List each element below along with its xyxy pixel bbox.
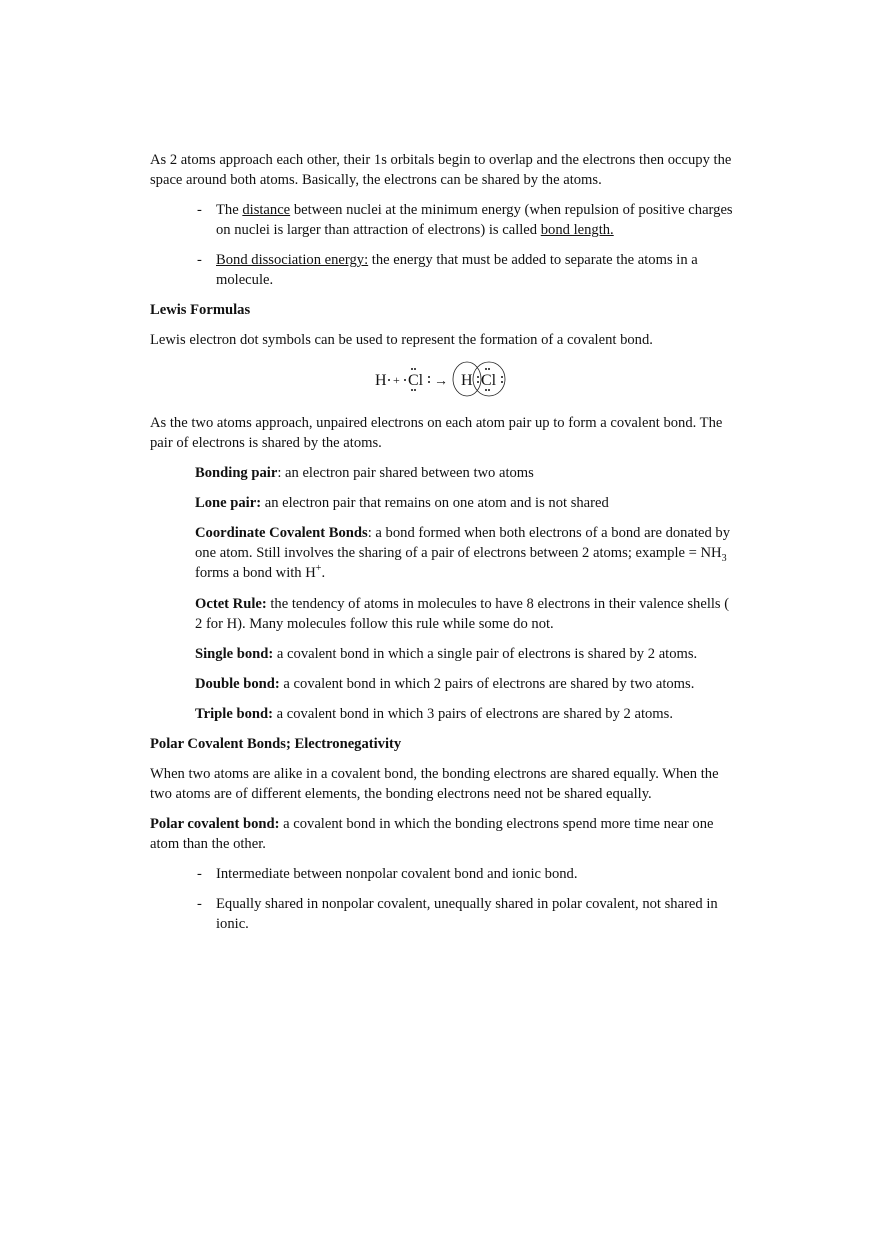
electron-dot bbox=[477, 376, 479, 378]
lewis-dot-diagram bbox=[370, 360, 510, 400]
electron-dot bbox=[404, 379, 406, 381]
electron-dot bbox=[488, 368, 490, 370]
bullet-text bbox=[216, 200, 737, 240]
lewis-h-bonded: H bbox=[461, 372, 473, 389]
lewis-dot-svg bbox=[370, 360, 510, 400]
superscript: + bbox=[315, 563, 322, 575]
intro-paragraph: As 2 atoms approach each other, their 1s orbitals begin to overlap and the electrons then occupy the space around both atoms. Basically, the electrons can be shared by the atoms. bbox=[150, 152, 732, 188]
term-bond-dissociation-energy: Bond dissociation energy: bbox=[216, 252, 369, 268]
electron-dot bbox=[414, 389, 416, 391]
def-octet-rule bbox=[195, 594, 740, 634]
electron-dot bbox=[411, 368, 413, 370]
bullet-dash: - bbox=[197, 896, 202, 912]
lewis-plus: + bbox=[393, 373, 400, 387]
term-single-bond: Single bond: bbox=[195, 646, 274, 662]
electron-dot bbox=[411, 389, 413, 391]
bullet-text-mid: between nuclei at the minimum energy (when repulsion of positive charges on nuclei is larger than attraction of electrons) is called bbox=[216, 202, 733, 238]
def-text: the tendency of atoms in molecules to have 8 electrons in their valence shells ( 2 for H). Many molecules follow this rule while some do not. bbox=[195, 596, 730, 632]
def-text: a covalent bond in which a single pair of electrons is shared by 2 atoms. bbox=[273, 646, 698, 662]
electron-dot bbox=[485, 368, 487, 370]
def-double-bond bbox=[195, 674, 740, 694]
approach-paragraph: As the two atoms approach, unpaired electrons on each atom pair up to form a covalent bond. The pair of electrons is shared by the atoms. bbox=[150, 415, 723, 451]
lewis-intro-paragraph: Lewis electron dot symbols can be used to represent the formation of a covalent bond. bbox=[150, 332, 653, 348]
term-triple-bond: Triple bond: bbox=[195, 706, 273, 722]
electron-dot bbox=[485, 389, 487, 391]
def-bonding-pair bbox=[195, 463, 740, 483]
bullet-dash: - bbox=[197, 252, 202, 268]
lewis-cl-bonded: Cl bbox=[481, 372, 497, 389]
electron-dot bbox=[388, 379, 390, 381]
bullet-equally-shared bbox=[197, 894, 737, 934]
lewis-arrow: → bbox=[434, 374, 448, 389]
def-text: forms a bond with H bbox=[195, 565, 316, 581]
bullet-dash: - bbox=[197, 202, 202, 218]
def-text: : a bond formed when both electrons of a bond are donated by one atom. Still involves the sharing of a pair of electrons between 2 atoms; example = NH bbox=[195, 525, 731, 561]
electron-dot bbox=[501, 376, 503, 378]
def-text: : an electron pair shared between two atoms bbox=[277, 465, 534, 481]
def-text: a covalent bond in which the bonding electrons spend more time near one atom than the other. bbox=[150, 816, 714, 852]
def-polar-covalent bbox=[150, 814, 740, 854]
electron-dot bbox=[477, 381, 479, 383]
def-coordinate-covalent bbox=[195, 523, 740, 583]
def-triple-bond bbox=[195, 704, 740, 724]
polar-intro-paragraph: When two atoms are alike in a covalent bond, the bonding electrons are shared equally. When the two atoms are of different elements, the bonding electrons need not be shared equally. bbox=[150, 766, 719, 802]
electron-dot bbox=[428, 381, 430, 383]
bullet-text: Equally shared in nonpolar covalent, unequally shared in polar covalent, not shared in ionic. bbox=[216, 896, 718, 932]
bullet-text: Intermediate between nonpolar covalent bond and ionic bond. bbox=[216, 866, 578, 882]
term-bond-length: bond length. bbox=[540, 222, 614, 238]
term-double-bond: Double bond: bbox=[195, 676, 280, 692]
def-single-bond bbox=[195, 644, 740, 664]
electron-dot bbox=[414, 368, 416, 370]
bullet-text-rest: the energy that must be added to separate the atoms in a molecule. bbox=[216, 252, 698, 288]
bullet-text-pre: The bbox=[216, 202, 243, 218]
term-distance: distance bbox=[242, 202, 291, 218]
term-coordinate-covalent: Coordinate Covalent Bonds bbox=[195, 525, 368, 541]
def-text: an electron pair that remains on one atom and is not shared bbox=[261, 495, 609, 511]
def-lone-pair bbox=[195, 493, 740, 513]
bullet-bond-dissociation bbox=[197, 250, 737, 290]
term-octet-rule: Octet Rule: bbox=[195, 596, 267, 612]
term-polar-covalent: Polar covalent bond: bbox=[150, 816, 280, 832]
def-text: . bbox=[321, 565, 326, 581]
lewis-cl: Cl bbox=[408, 372, 424, 389]
lewis-h: H bbox=[375, 372, 387, 389]
bullet-intermediate bbox=[197, 864, 737, 884]
subscript: 3 bbox=[721, 552, 727, 564]
electron-dot bbox=[501, 381, 503, 383]
term-lone-pair: Lone pair: bbox=[195, 495, 262, 511]
bullet-bond-length bbox=[197, 200, 737, 240]
electron-dot bbox=[488, 389, 490, 391]
bullet-dash: - bbox=[197, 866, 202, 882]
heading-lewis-formulas: Lewis Formulas bbox=[150, 302, 251, 318]
term-bonding-pair: Bonding pair bbox=[195, 465, 278, 481]
electron-dot bbox=[428, 376, 430, 378]
def-text: a covalent bond in which 2 pairs of electrons are shared by two atoms. bbox=[279, 676, 695, 692]
heading-polar-covalent: Polar Covalent Bonds; Electronegativity bbox=[150, 736, 402, 752]
bullet-text bbox=[216, 250, 737, 290]
def-text: a covalent bond in which 3 pairs of electrons are shared by 2 atoms. bbox=[273, 706, 673, 722]
